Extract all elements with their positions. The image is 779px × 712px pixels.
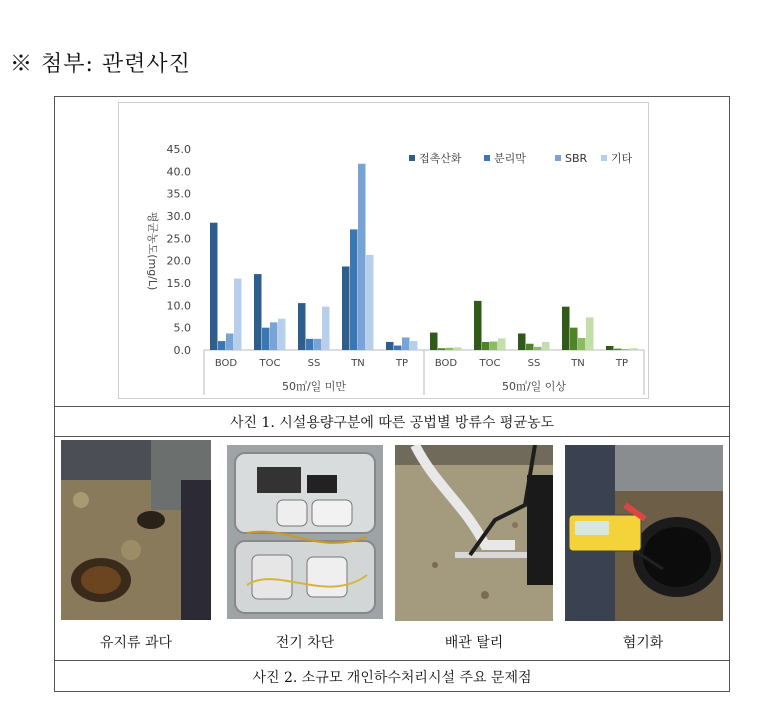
figure-caption-2: 사진 2. 소규모 개인하수처리시설 주요 문제점 <box>252 670 532 686</box>
divider <box>55 660 729 661</box>
legend-swatch <box>555 155 561 161</box>
y-tick-label: 35.0 <box>166 187 191 201</box>
legend-label: SBR <box>565 152 588 165</box>
group-label: 50㎥/일 이상 <box>501 380 567 393</box>
photo-power-cut <box>227 445 383 619</box>
bar <box>234 279 242 350</box>
bar <box>298 303 306 350</box>
photo-label: 유지류 과다 <box>99 635 173 651</box>
bar <box>314 339 322 350</box>
chart-container <box>118 102 649 399</box>
bar <box>446 348 454 350</box>
bar <box>454 347 462 350</box>
bar <box>394 346 402 350</box>
bar <box>570 328 578 350</box>
bar <box>366 255 374 350</box>
x-tick-label: TN <box>571 358 585 369</box>
bar <box>562 307 570 350</box>
bar <box>262 328 270 350</box>
y-tick-label: 15.0 <box>166 277 191 290</box>
bar <box>622 349 630 350</box>
legend-label: 기타 <box>611 152 633 165</box>
photo-anaerobic <box>565 445 723 621</box>
x-tick-label: TP <box>395 358 409 369</box>
bar <box>534 347 542 350</box>
figure-frame <box>54 96 730 692</box>
bar <box>542 342 550 350</box>
bar <box>498 338 506 350</box>
y-tick-label: 20.0 <box>166 254 191 268</box>
bar <box>386 342 394 350</box>
bar <box>518 333 526 350</box>
legend-swatch <box>409 155 415 161</box>
bar <box>342 266 350 350</box>
y-tick-label: 5.0 <box>173 321 191 335</box>
bar <box>254 274 262 350</box>
y-tick-label: 40.0 <box>166 165 191 179</box>
bar <box>278 319 286 350</box>
bar-chart <box>119 103 648 398</box>
x-tick-label: TOC <box>479 358 501 369</box>
photo-pipe-detached <box>395 445 553 621</box>
x-tick-label: TN <box>351 358 365 369</box>
photo-label: 혐기화 <box>622 635 664 651</box>
divider <box>55 436 729 437</box>
y-tick-label: 25.0 <box>166 232 191 246</box>
bar <box>630 348 638 350</box>
x-tick-label: TOC <box>259 358 281 369</box>
bar <box>410 341 418 350</box>
bar <box>322 307 330 350</box>
x-tick-label: BOD <box>214 358 238 369</box>
bar <box>306 339 314 350</box>
figure-caption-1: 사진 1. 시설용량구분에 따른 공법별 방류수 평균농도 <box>229 415 555 431</box>
x-tick-label: BOD <box>434 358 458 369</box>
legend-swatch <box>484 155 490 161</box>
page-heading: ※ 첨부: 관련사진 <box>10 52 191 77</box>
y-axis-label: 평균농도(mg/L) <box>146 211 159 291</box>
legend-label: 접촉산화 <box>419 152 462 165</box>
y-tick-label: 0.0 <box>173 344 191 357</box>
bar <box>226 333 234 350</box>
bar <box>606 346 614 350</box>
bar <box>614 349 622 350</box>
bar <box>350 229 358 350</box>
bar <box>270 322 278 350</box>
bar <box>358 164 366 350</box>
y-tick-label: 30.0 <box>166 210 191 223</box>
bar <box>578 338 586 350</box>
bar <box>218 341 226 350</box>
bar <box>586 317 594 350</box>
bar <box>490 342 498 350</box>
legend-label: 분리막 <box>494 152 526 165</box>
photo-label: 전기 차단 <box>275 635 335 651</box>
y-tick-label: 45.0 <box>166 143 191 156</box>
group-label: 50㎥/일 미만 <box>281 380 347 393</box>
x-tick-label: TP <box>615 358 629 369</box>
x-tick-label: SS <box>307 358 321 369</box>
x-tick-label: SS <box>527 358 541 369</box>
bar <box>438 348 446 350</box>
y-tick-label: 10.0 <box>166 299 191 313</box>
bar <box>430 333 438 350</box>
legend-swatch <box>601 155 607 161</box>
bar <box>402 337 410 350</box>
bar <box>474 301 482 350</box>
bar <box>482 342 490 350</box>
photo-oil-excess <box>61 440 211 620</box>
photo-label: 배관 탈리 <box>444 635 504 651</box>
bar <box>526 344 534 350</box>
bar <box>210 223 218 350</box>
divider <box>55 406 729 407</box>
